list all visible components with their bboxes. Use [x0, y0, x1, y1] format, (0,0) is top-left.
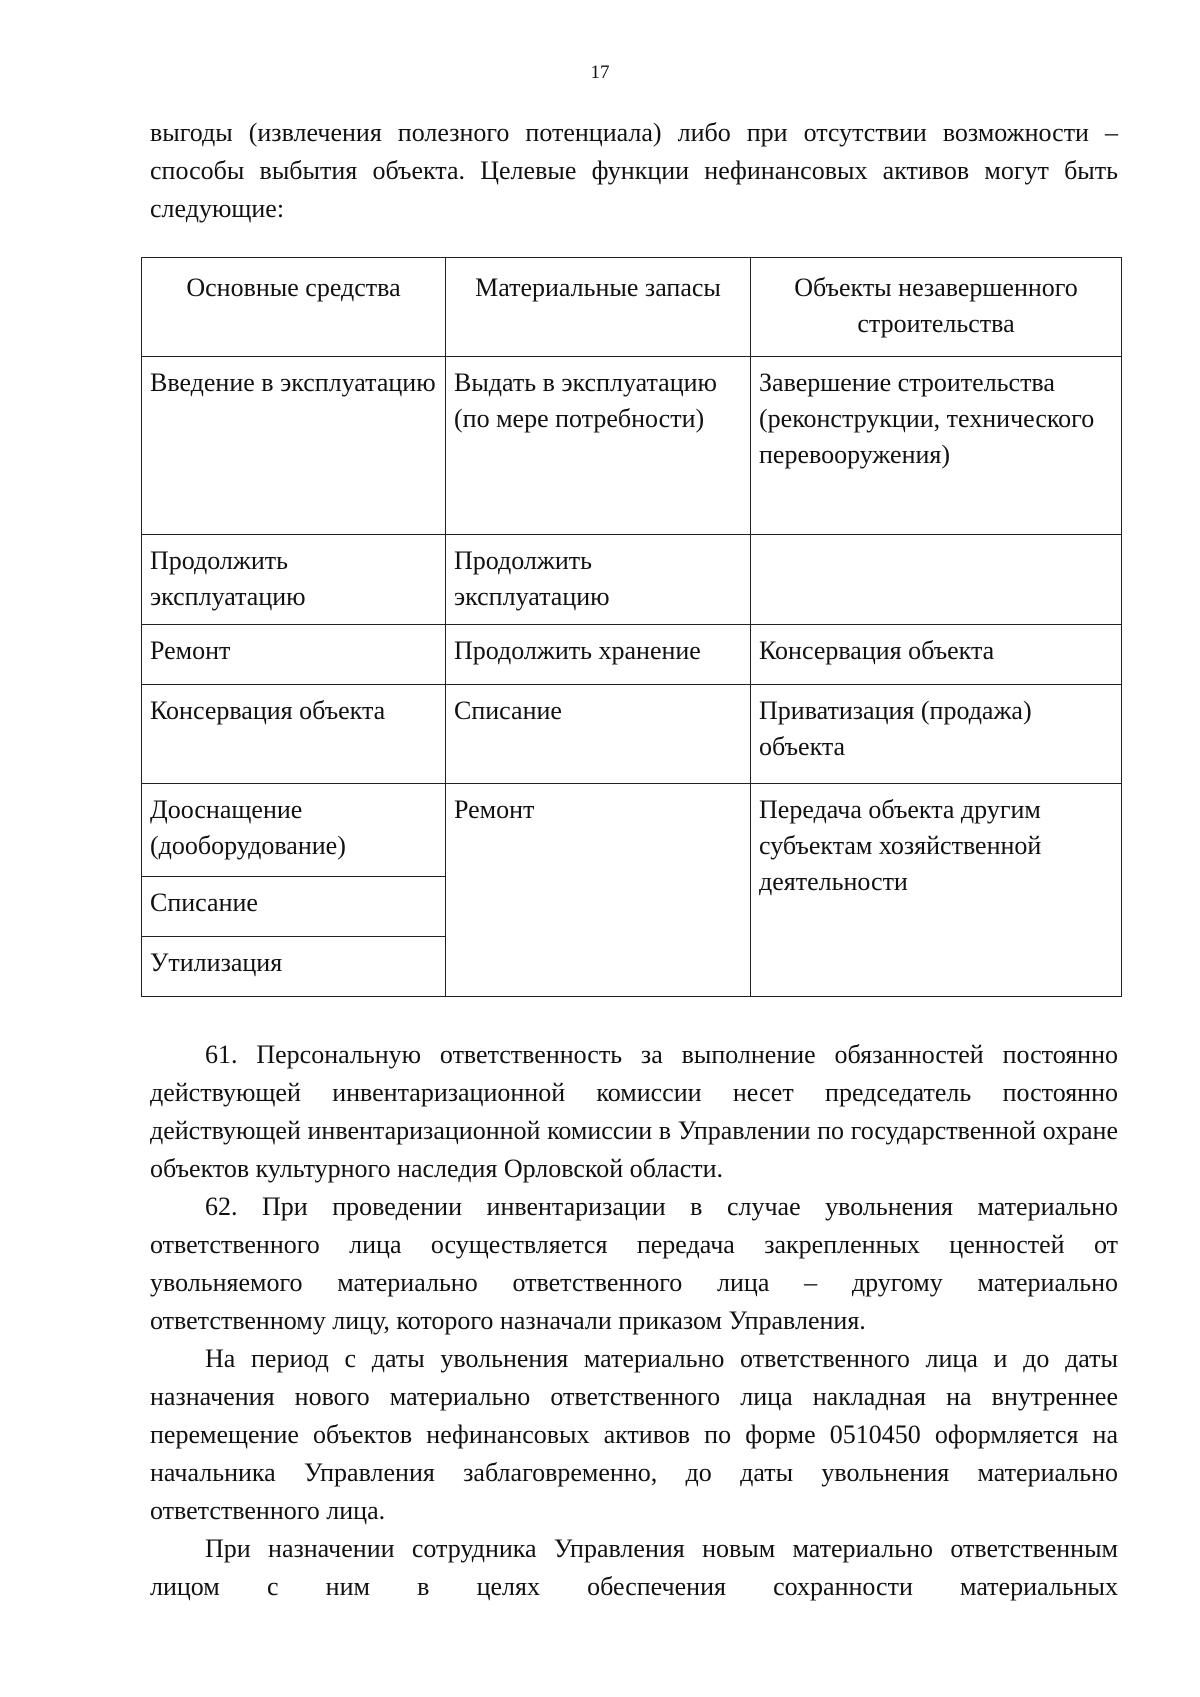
table-cell: Продолжить хранение	[446, 625, 751, 685]
table-row	[142, 357, 1122, 535]
table-cell: Консервация объекта	[751, 625, 1122, 685]
table-cell: Консервация объекта	[142, 685, 446, 784]
table-cell: Продолжить эксплуатацию	[142, 534, 446, 625]
header-inventories: Материальные запасы	[446, 258, 751, 357]
paragraph-dismissal-period: На период с даты увольнения материально ответственного лица и до даты назначения нового материально ответственного лица накладная на внутреннее перемещение объектов нефинансовых активов по форме 0510450 оформляется на начальника Управления заблаговременно, до даты увольнения материально ответственного лица.	[150, 1344, 1118, 1525]
page-number: 17	[590, 62, 610, 83]
table-header-row	[142, 258, 1122, 357]
table-cell: Передача объекта другим субъектам хозяйственной деятельности	[751, 784, 1122, 997]
table-row	[142, 784, 1122, 877]
header-construction-in-progress: Объекты незавершенного строительства	[751, 258, 1122, 357]
target-functions-table	[141, 257, 1121, 997]
table-row	[142, 685, 1122, 784]
paragraph-new-responsible-person: При назначении сотрудника Управления новым материально ответственным лицом с ним в целях обеспечения сохранности материальных	[150, 1534, 1118, 1601]
table-cell: Дооснащение (дооборудование)	[142, 784, 446, 877]
table-cell: Завершение строительства (реконструкции, технического перевооружения)	[751, 357, 1122, 535]
table-cell: Списание	[446, 685, 751, 784]
table-cell	[751, 534, 1122, 625]
table-cell: Ремонт	[446, 784, 751, 997]
table-cell: Ремонт	[142, 625, 446, 685]
table-cell: Продолжить эксплуатацию	[446, 534, 751, 625]
paragraph-62: 62. При проведении инвентаризации в случае увольнения материально ответственного лица осуществляется передача закрепленных ценностей от увольняемого материально ответственного лица – другому материально ответственному лицу, которого назначали приказом Управления.	[150, 1192, 1118, 1335]
table-row	[142, 625, 1122, 685]
table-cell: Введение в эксплуатацию	[142, 357, 446, 535]
table-cell: Выдать в эксплуатацию (по мере потребности)	[446, 357, 751, 535]
intro-paragraph: выгоды (извлечения полезного потенциала) либо при отсутствии возможности – способы выбытия объекта. Целевые функции нефинансовых активов могут быть следующие:	[150, 118, 1118, 223]
table-cell: Приватизация (продажа) объекта	[751, 685, 1122, 784]
paragraph-61: 61. Персональную ответственность за выполнение обязанностей постоянно действующей инвентаризационной комиссии несет председатель постоянно действующей инвентаризационной комиссии в Управлении по государственной охране объектов культурного наследия Орловской области.	[150, 1040, 1118, 1183]
header-fixed-assets: Основные средства	[142, 258, 446, 357]
table-cell: Списание	[142, 877, 446, 937]
table-cell: Утилизация	[142, 937, 446, 997]
table-row	[142, 534, 1122, 625]
